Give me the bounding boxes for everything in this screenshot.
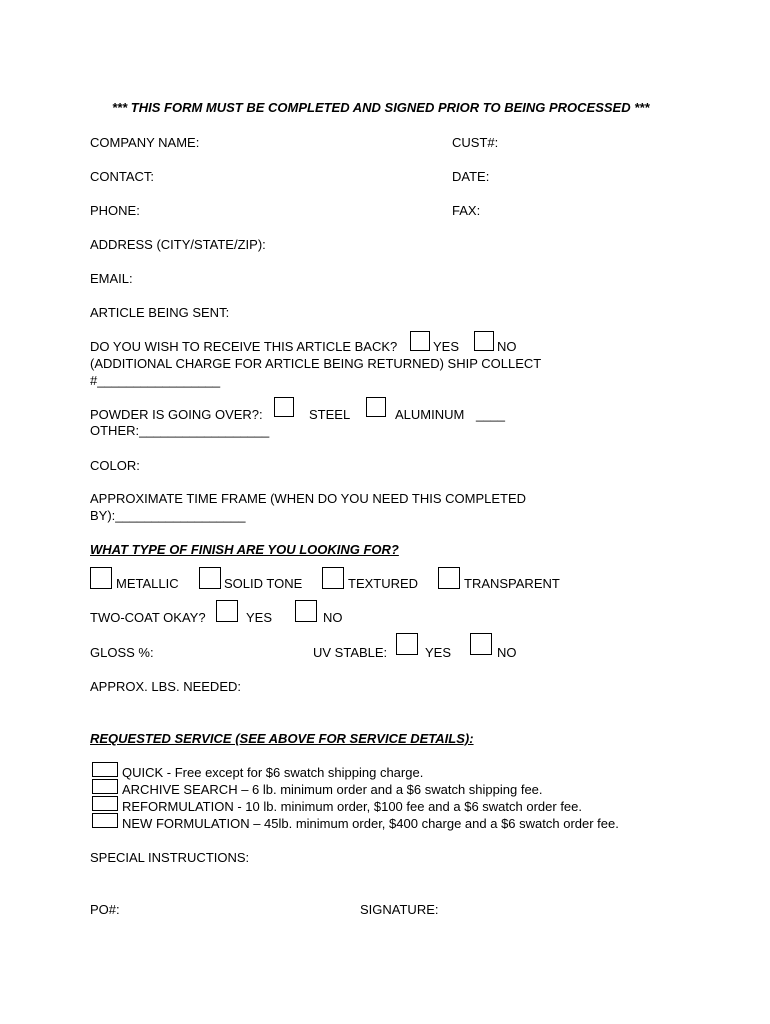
date-label: DATE: [452, 169, 490, 184]
uv-yes-label: YES [425, 645, 452, 660]
contact-label: CONTACT: [90, 169, 155, 184]
uv-no-label: NO [497, 645, 517, 660]
textured-label: TEXTURED [348, 576, 419, 591]
uv-yes-checkbox[interactable] [396, 633, 418, 655]
service-archive-checkbox[interactable] [92, 779, 118, 794]
transparent-label: TRANSPARENT [464, 576, 560, 591]
service-archive-label: ARCHIVE SEARCH – 6 lb. minimum order and a $6 swatch shipping fee. [122, 782, 543, 797]
metallic-label: METALLIC [116, 576, 179, 591]
powder-question: POWDER IS GOING OVER?: [90, 407, 263, 422]
solid-tone-label: SOLID TONE [224, 576, 303, 591]
time-frame-line2: BY):__________________ [90, 508, 246, 523]
metallic-checkbox[interactable] [90, 567, 112, 589]
signature-label: SIGNATURE: [360, 902, 439, 917]
email-label: EMAIL: [90, 271, 133, 286]
service-heading: REQUESTED SERVICE (SEE ABOVE FOR SERVICE DETAILS): [90, 731, 474, 746]
two-coat-yes-checkbox[interactable] [216, 600, 238, 622]
uv-label: UV STABLE: [313, 645, 388, 660]
transparent-checkbox[interactable] [438, 567, 460, 589]
service-reformulation-checkbox[interactable] [92, 796, 118, 811]
cust-label: CUST#: [452, 135, 499, 150]
company-name-label: COMPANY NAME: [90, 135, 200, 150]
uv-no-checkbox[interactable] [470, 633, 492, 655]
return-yes-checkbox[interactable] [410, 331, 430, 351]
other-checkbox-blank[interactable]: ____ [476, 407, 505, 422]
fax-label: FAX: [452, 203, 481, 218]
return-no-checkbox[interactable] [474, 331, 494, 351]
service-quick-label: QUICK - Free except for $6 swatch shipping charge. [122, 765, 424, 780]
return-yes-label: YES [433, 339, 460, 354]
article-label: ARTICLE BEING SENT: [90, 305, 230, 320]
gloss-label: GLOSS %: [90, 645, 154, 660]
service-new-formulation-label: NEW FORMULATION – 45lb. minimum order, $400 charge and a $6 swatch order fee. [122, 816, 619, 831]
two-coat-label: TWO-COAT OKAY? [90, 610, 206, 625]
special-instructions-label: SPECIAL INSTRUCTIONS: [90, 850, 250, 865]
aluminum-label: ALUMINUM [395, 407, 465, 422]
service-reformulation-label: REFORMULATION - 10 lb. minimum order, $100 fee and a $6 swatch order fee. [122, 799, 583, 814]
service-quick-checkbox[interactable] [92, 762, 118, 777]
phone-label: PHONE: [90, 203, 140, 218]
return-note: (ADDITIONAL CHARGE FOR ARTICLE BEING RETURNED) SHIP COLLECT [90, 356, 542, 371]
service-new-formulation-checkbox[interactable] [92, 813, 118, 828]
solid-tone-checkbox[interactable] [199, 567, 221, 589]
other-label: OTHER:__________________ [90, 423, 270, 438]
finish-heading: WHAT TYPE OF FINISH ARE YOU LOOKING FOR? [90, 542, 399, 557]
steel-checkbox[interactable] [274, 397, 294, 417]
po-label: PO#: [90, 902, 120, 917]
two-coat-yes-label: YES [246, 610, 273, 625]
lbs-label: APPROX. LBS. NEEDED: [90, 679, 241, 694]
textured-checkbox[interactable] [322, 567, 344, 589]
steel-label: STEEL [309, 407, 351, 422]
aluminum-checkbox[interactable] [366, 397, 386, 417]
return-question: DO YOU WISH TO RECEIVE THIS ARTICLE BACK? [90, 339, 398, 354]
two-coat-no-label: NO [323, 610, 343, 625]
return-no-label: NO [497, 339, 517, 354]
form-notice: *** THIS FORM MUST BE COMPLETED AND SIGNED PRIOR TO BEING PROCESSED *** [112, 100, 650, 115]
time-frame-line1: APPROXIMATE TIME FRAME (WHEN DO YOU NEED THIS COMPLETED [90, 491, 527, 506]
color-label: COLOR: [90, 458, 140, 473]
address-label: ADDRESS (CITY/STATE/ZIP): [90, 237, 266, 252]
two-coat-no-checkbox[interactable] [295, 600, 317, 622]
ship-collect-blank[interactable]: #_________________ [90, 373, 221, 388]
